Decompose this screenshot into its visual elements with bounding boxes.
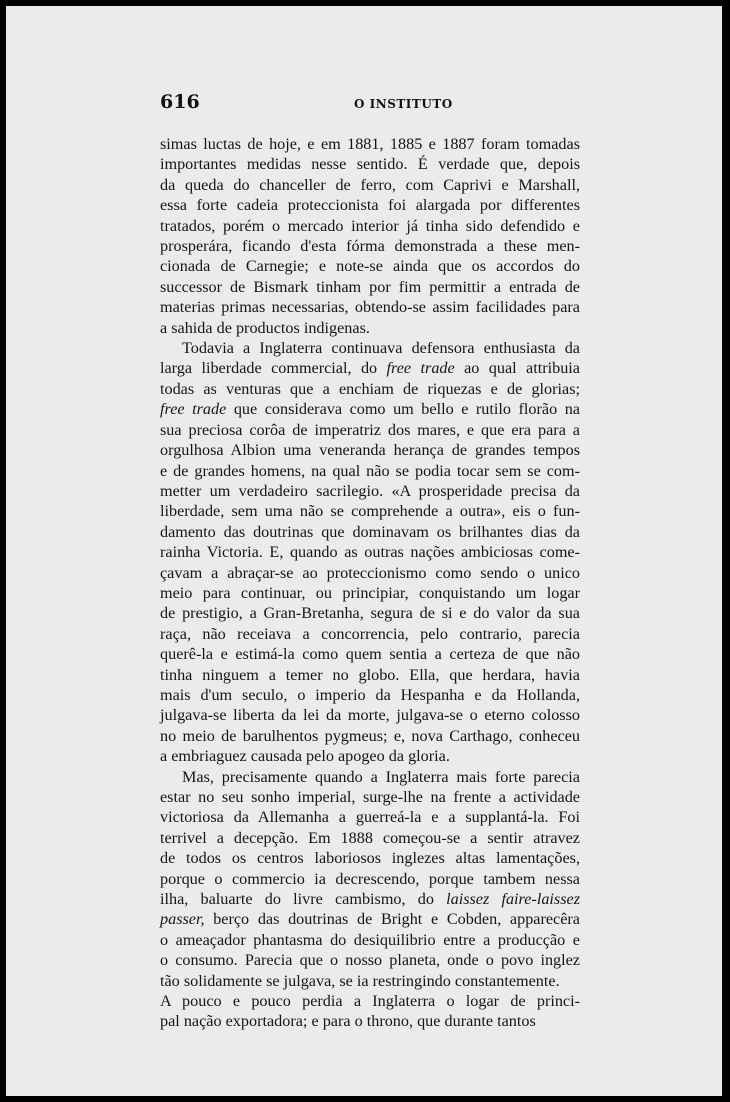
text-line: todas as venturas que a enchiam de riquezas e de glorias; [160,379,580,398]
text-line: de todos os centros laboriosos inglezes altas lamentações, [160,849,580,868]
text-line: metter um verdadeiro sacrilegio. «A prosperidade precisa da [160,481,580,500]
text-line: rainha Victoria. E, quando as outras nações ambiciosas come- [160,543,580,562]
text-line: meio para continuar, ou principiar, conquistando um logar [160,583,580,602]
text-line: free trade que considerava como um bello e rutilo florão na [160,400,580,419]
text-line: cionada de Carnegie; e note-se ainda que os accordos do [160,257,580,276]
text-line: julgava-se liberta da lei da morte, julgava-se o eterno colosso [160,706,580,725]
text-line: essa forte cadeia proteccionista foi alargada por differentes [160,196,580,215]
text-line: importantes medidas nesse sentido. É verdade que, depois [160,155,580,174]
text-line: mais d'um seculo, o imperio da Hespanha e da Hollanda, [160,685,580,704]
text-line: prosperára, ficando d'esta fórma demonstrada a these men- [160,237,580,256]
paragraph [160,991,580,1032]
text-line: terrivel a decepção. Em 1888 começou-se a sentir atravez [160,828,580,847]
text-line: a embriaguez causada pelo apogeo da gloria. [160,747,450,766]
text-line: pal nação exportadora; e para o throno, que durante tantos [160,1012,536,1031]
text-line: simas luctas de hoje, e em 1881, 1885 e 1887 foram tomadas [160,135,580,153]
text-line: tinha ninguem a temer no globo. Ella, que herdara, havia [160,665,580,684]
text-line: victoriosa da Allemanha a guerreá-la e a supplantá-la. Foi [160,808,580,827]
body-text [160,134,580,1032]
page-header [160,91,580,117]
text-line: damento das doutrinas que dominavam os brilhantes dias da [160,522,580,541]
book-page [6,6,722,1096]
text-line: tratados, porém o mercado interior já tinha sido defendido e [160,216,580,235]
text-line: e de grandes homens, na qual não se podia tocar sem se com- [160,461,580,480]
text-line: no meio de barulhentos pygmeus; e, nova Carthago, conheceu [160,726,580,745]
paragraph [160,338,580,767]
text-line: o consumo. Parecia que o nosso planeta, onde o povo inglez [160,951,580,970]
text-line: estar no seu sonho imperial, surge-lhe na frente a actividade [160,788,580,806]
text-line: ilha, baluarte do livre cambismo, do laissez faire-laissez [160,890,580,909]
text-line: larga liberdade commercial, do free trade ao qual attribuia [160,359,580,378]
page-number: 616 [160,91,200,113]
text-line: o ameaçador phantasma do desiquilibrio entre a producção e [160,930,580,949]
text-line: çavam a abraçar-se ao proteccionismo como sendo o unico [160,563,580,582]
text-line: A pouco e pouco perdia a Inglaterra o logar de princi- [160,992,580,1011]
text-line: passer, berço das doutrinas de Bright e Cobden, apparecêra [160,910,580,929]
text-line: successor de Bismark tinham por fim permittir a entrada de [160,277,580,296]
text-line: raça, não receiava a concorrencia, pelo contrario, parecia [160,624,580,643]
paragraph [160,134,580,338]
text-line: materias primas necessarias, obtendo-se assim facilidades para [160,298,580,317]
text-line: porque o commercio ia decrescendo, porque tambem nessa [160,869,580,888]
text-line: liberdade, sem uma não se comprehende a outra», eis o fun- [160,502,580,521]
text-line: querê-la e estimá-la como quem sentia a certeza de que não [160,645,580,664]
text-line: da queda do chanceller de ferro, com Caprivi e Marshall, [160,175,580,194]
text-line: tão solidamente se julgava, se ia restringindo constantemente. [160,971,560,990]
text-line: sua preciosa corôa de imperatriz dos mares, e que era para a [160,420,580,439]
text-line: de prestigio, a Gran-Bretanha, segura de si e do valor da sua [160,604,580,623]
running-title: O INSTITUTO [354,97,453,111]
paragraph [160,767,580,991]
text-line: Todavia a Inglaterra continuava defensora enthusiasta da [182,339,580,358]
text-line: Mas, precisamente quando a Inglaterra mais forte parecia [182,767,580,786]
text-line: orgulhosa Albion uma veneranda herança de grandes tempos [160,441,580,460]
text-line: a sahida de productos indigenas. [160,318,370,337]
